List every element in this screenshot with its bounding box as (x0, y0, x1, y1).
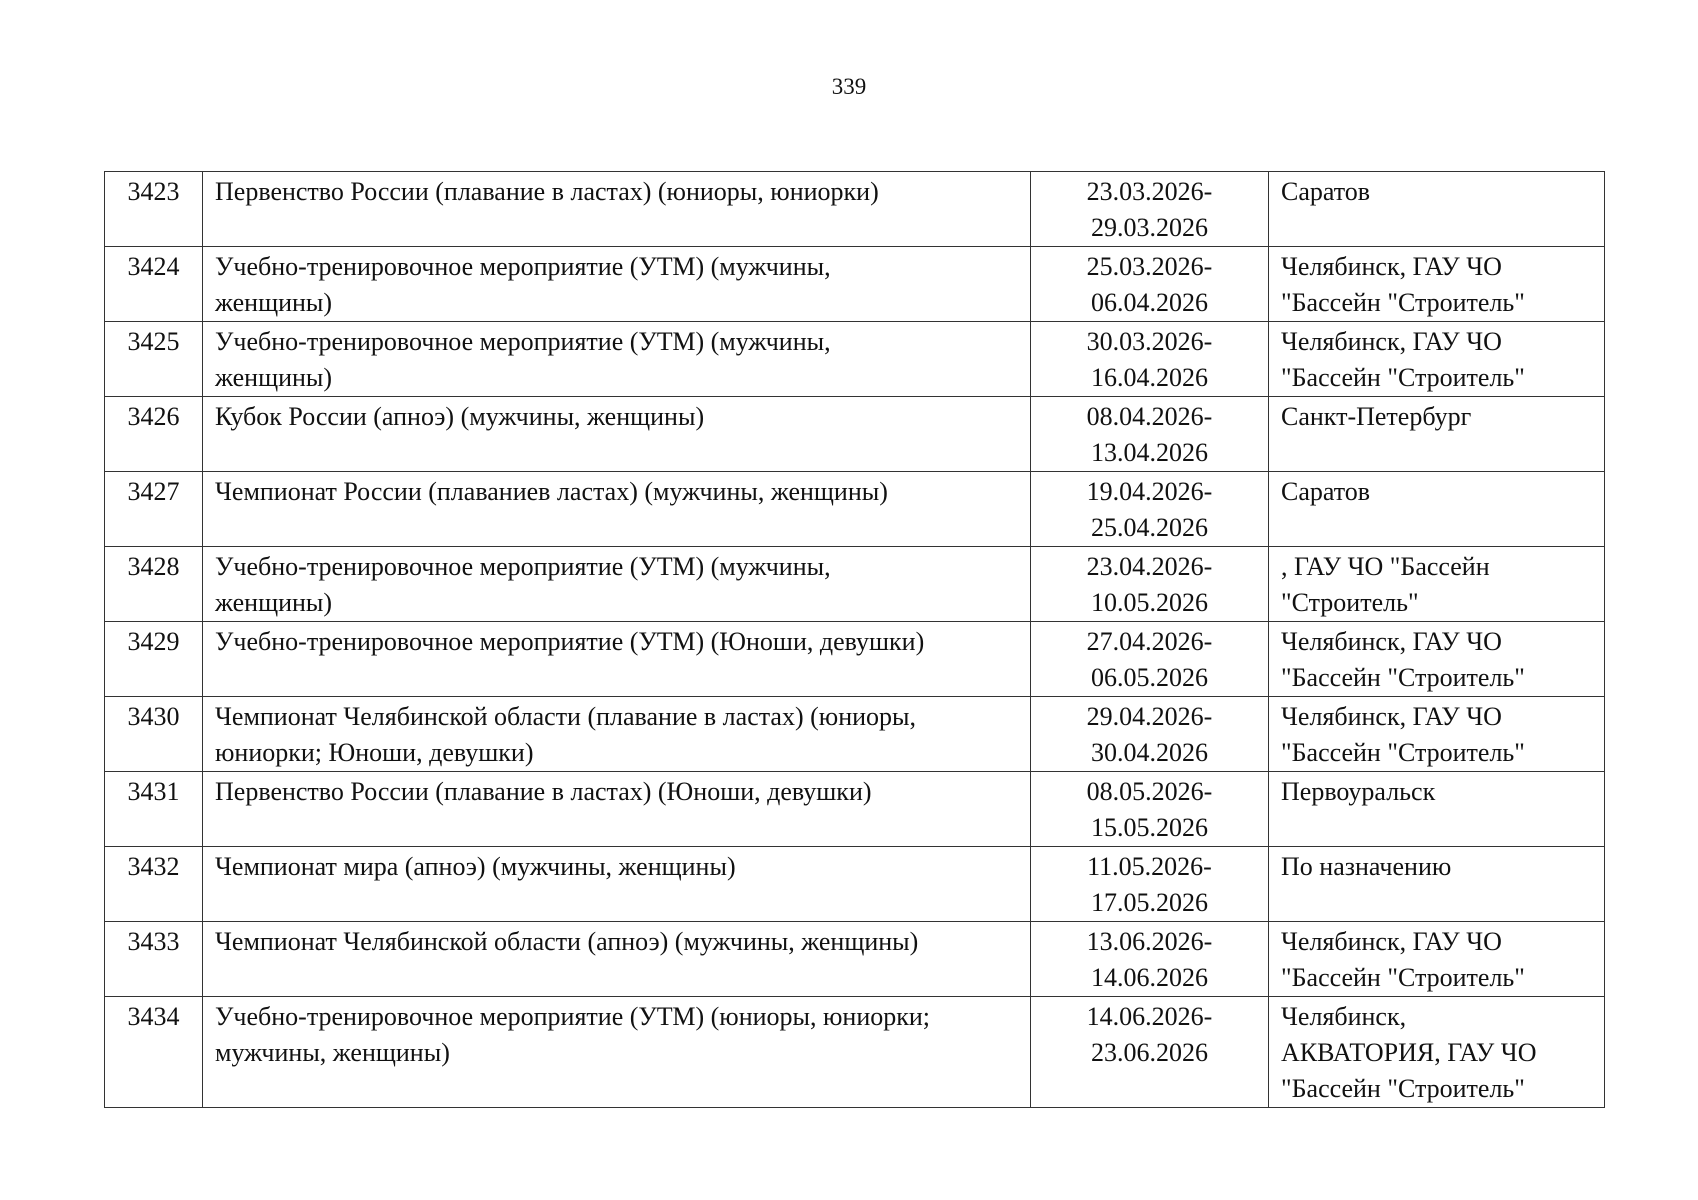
event-dates-cell (1031, 622, 1269, 697)
event-name-line: женщины) (215, 363, 333, 392)
event-dates-line: 16.04.2026 (1091, 363, 1208, 392)
event-dates-line: 23.03.2026- (1086, 177, 1213, 206)
event-dates-cell (1031, 322, 1269, 397)
event-name-line: Первенство России (плавание в ластах) (юниоры, юниорки) (215, 177, 879, 206)
event-name-cell (203, 697, 1031, 772)
event-name-line: мужчины, женщины) (215, 1038, 450, 1067)
event-name-line: Учебно-тренировочное мероприятие (УТМ) (Юноши, девушки) (215, 627, 925, 656)
event-name-line: Первенство России (плавание в ластах) (Юноши, девушки) (215, 777, 872, 806)
event-name-line: женщины) (215, 288, 333, 317)
event-place-cell (1269, 772, 1605, 847)
event-place-cell (1269, 397, 1605, 472)
event-name-cell (203, 772, 1031, 847)
event-place-line: "Бассейн "Строитель" (1281, 963, 1525, 992)
event-dates-line: 14.06.2026- (1086, 1002, 1213, 1031)
event-place-line: "Бассейн "Строитель" (1281, 288, 1525, 317)
event-dates-line: 11.05.2026- (1087, 852, 1212, 881)
event-number-cell: 3427 (105, 472, 203, 547)
event-dates-line: 10.05.2026 (1091, 588, 1208, 617)
event-dates-line: 23.06.2026 (1091, 1038, 1208, 1067)
table-row (105, 547, 1605, 622)
event-place-line: Саратов (1281, 477, 1371, 506)
event-dates-line: 13.06.2026- (1086, 927, 1213, 956)
event-place-line: Челябинск, ГАУ ЧО (1281, 702, 1502, 731)
event-dates-cell (1031, 172, 1269, 247)
event-name-cell (203, 922, 1031, 997)
event-name-cell (203, 322, 1031, 397)
event-dates-line: 23.04.2026- (1086, 552, 1213, 581)
event-dates-cell (1031, 397, 1269, 472)
event-dates-line: 30.04.2026 (1091, 738, 1208, 767)
event-place-line: , ГАУ ЧО "Бассейн (1281, 552, 1490, 581)
event-number-cell: 3424 (105, 247, 203, 322)
event-name-line: Учебно-тренировочное мероприятие (УТМ) (юниоры, юниорки; (215, 1002, 931, 1031)
event-dates-line: 17.05.2026 (1091, 888, 1208, 917)
event-name-cell (203, 997, 1031, 1108)
event-dates-cell (1031, 247, 1269, 322)
event-number-cell: 3423 (105, 172, 203, 247)
event-name-line: Чемпионат Челябинской области (плавание в ластах) (юниоры, (215, 702, 916, 731)
event-name-cell (203, 247, 1031, 322)
event-dates-line: 14.06.2026 (1091, 963, 1208, 992)
event-name-line: женщины) (215, 588, 333, 617)
event-name-cell (203, 847, 1031, 922)
event-place-cell (1269, 622, 1605, 697)
event-dates-line: 25.04.2026 (1091, 513, 1208, 542)
event-dates-line: 29.03.2026 (1091, 213, 1208, 242)
table-row (105, 697, 1605, 772)
event-name-cell (203, 472, 1031, 547)
event-place-cell (1269, 847, 1605, 922)
event-name-line: юниорки; Юноши, девушки) (215, 738, 534, 767)
event-place-cell (1269, 172, 1605, 247)
event-number-cell: 3430 (105, 697, 203, 772)
event-name-cell (203, 547, 1031, 622)
event-dates-line: 15.05.2026 (1091, 813, 1208, 842)
event-dates-line: 25.03.2026- (1086, 252, 1213, 281)
table-row (105, 622, 1605, 697)
table-row (105, 472, 1605, 547)
event-dates-cell (1031, 922, 1269, 997)
event-dates-cell (1031, 772, 1269, 847)
events-table-body (105, 172, 1605, 1108)
table-row (105, 997, 1605, 1108)
event-number-cell: 3434 (105, 997, 203, 1108)
event-place-cell (1269, 697, 1605, 772)
table-row (105, 397, 1605, 472)
event-place-line: Челябинск, (1281, 1002, 1407, 1031)
event-place-line: "Бассейн "Строитель" (1281, 1074, 1525, 1103)
event-name-line: Чемпионат Челябинской области (апноэ) (мужчины, женщины) (215, 927, 919, 956)
event-place-line: "Бассейн "Строитель" (1281, 663, 1525, 692)
event-place-line: Челябинск, ГАУ ЧО (1281, 927, 1502, 956)
events-table (104, 171, 1605, 1108)
event-name-cell (203, 172, 1031, 247)
table-row (105, 172, 1605, 247)
event-dates-cell (1031, 697, 1269, 772)
event-dates-cell (1031, 547, 1269, 622)
event-place-line: АКВАТОРИЯ, ГАУ ЧО (1281, 1038, 1537, 1067)
event-name-line: Учебно-тренировочное мероприятие (УТМ) (мужчины, (215, 252, 831, 281)
event-place-line: Первоуральск (1281, 777, 1436, 806)
event-name-cell (203, 622, 1031, 697)
event-place-cell (1269, 247, 1605, 322)
event-place-cell (1269, 922, 1605, 997)
event-place-line: "Бассейн "Строитель" (1281, 363, 1525, 392)
event-name-cell (203, 397, 1031, 472)
table-row (105, 322, 1605, 397)
event-place-line: Челябинск, ГАУ ЧО (1281, 627, 1502, 656)
event-number-cell: 3433 (105, 922, 203, 997)
event-name-line: Чемпионат России (плаваниев ластах) (мужчины, женщины) (215, 477, 888, 506)
event-dates-cell (1031, 472, 1269, 547)
event-dates-line: 13.04.2026 (1091, 438, 1208, 467)
event-place-cell (1269, 547, 1605, 622)
event-dates-line: 29.04.2026- (1086, 702, 1213, 731)
event-name-line: Учебно-тренировочное мероприятие (УТМ) (мужчины, (215, 327, 831, 356)
event-dates-line: 06.05.2026 (1091, 663, 1208, 692)
event-number-cell: 3428 (105, 547, 203, 622)
table-row (105, 772, 1605, 847)
event-place-line: Саратов (1281, 177, 1371, 206)
event-place-cell (1269, 322, 1605, 397)
event-place-line: "Бассейн "Строитель" (1281, 738, 1525, 767)
event-place-cell (1269, 472, 1605, 547)
event-number-cell: 3426 (105, 397, 203, 472)
event-dates-line: 30.03.2026- (1086, 327, 1213, 356)
event-place-cell (1269, 997, 1605, 1108)
event-name-line: Чемпионат мира (апноэ) (мужчины, женщины) (215, 852, 736, 881)
event-number-cell: 3431 (105, 772, 203, 847)
event-number-cell: 3432 (105, 847, 203, 922)
table-row (105, 922, 1605, 997)
event-place-line: "Строитель" (1281, 588, 1419, 617)
page-number: 339 (831, 74, 867, 99)
event-number-cell: 3425 (105, 322, 203, 397)
event-name-line: Учебно-тренировочное мероприятие (УТМ) (мужчины, (215, 552, 831, 581)
table-row (105, 247, 1605, 322)
event-number-cell: 3429 (105, 622, 203, 697)
event-place-line: По назначению (1281, 852, 1452, 881)
event-dates-cell (1031, 997, 1269, 1108)
event-place-line: Санкт-Петербург (1281, 402, 1472, 431)
event-dates-cell (1031, 847, 1269, 922)
event-dates-line: 19.04.2026- (1086, 477, 1213, 506)
event-dates-line: 06.04.2026 (1091, 288, 1208, 317)
event-dates-line: 08.05.2026- (1086, 777, 1213, 806)
event-place-line: Челябинск, ГАУ ЧО (1281, 252, 1502, 281)
event-dates-line: 08.04.2026- (1086, 402, 1213, 431)
event-dates-line: 27.04.2026- (1086, 627, 1213, 656)
table-row (105, 847, 1605, 922)
event-name-line: Кубок России (апноэ) (мужчины, женщины) (215, 402, 705, 431)
event-place-line: Челябинск, ГАУ ЧО (1281, 327, 1502, 356)
